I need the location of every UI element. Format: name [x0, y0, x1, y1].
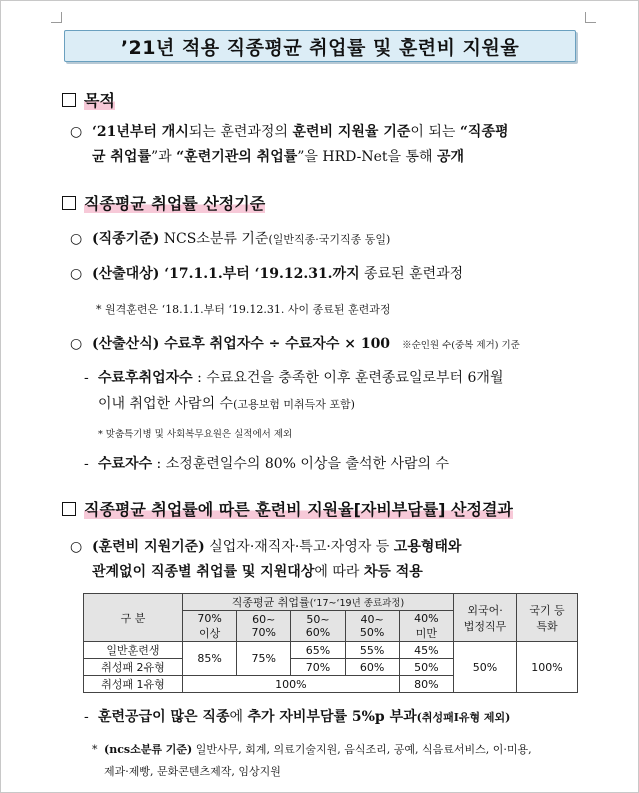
definition-completers: - 수료자수 : 소정훈련일수의 80% 이상을 출석한 사람의 수 [84, 456, 450, 472]
table-row-label: 취성패 1유형 [84, 676, 183, 693]
table-band-header: 40% 미만 [399, 611, 453, 642]
dash-bullet: - [84, 456, 89, 472]
table-cell: 65% [291, 642, 345, 659]
table-band-header: 50~ 60% [291, 611, 345, 642]
asterisk-marker: * [92, 743, 98, 756]
section-heading-text: 직종평균 취업률에 따른 훈련비 지원율[자비부담률] 산정결과 [84, 500, 513, 519]
circle-bullet-icon: ○ [70, 336, 83, 352]
circle-bullet-icon: ○ [70, 539, 83, 555]
table-cell: 100% [517, 642, 578, 693]
support-rate-table [83, 593, 578, 693]
table-band-header: 60~ 70% [237, 611, 291, 642]
table-header-group: 직종평균 취업률(‘17~‘19년 종료과정) [183, 594, 454, 611]
table-cell: 50% [399, 659, 453, 676]
margin-corner-mark [51, 12, 62, 23]
checkbox-square-icon [62, 502, 76, 516]
definition-employed: - 수료후취업자수 : 수료요건을 충족한 이후 훈련종료일로부터 6개월 [84, 370, 504, 386]
footnote-line-2: 제과·제빵, 문화콘텐츠제작, 임상지원 [104, 765, 281, 778]
definition-employed-exclusion: * 맞춤특기병 및 사회복무요원은 실적에서 제외 [98, 429, 293, 440]
additional-burden-line: - 훈련공급이 많은 직종에 추가 자비부담률 5%p 부과(취성패Ⅰ유형 제외) [84, 709, 511, 725]
table-cell: 80% [399, 676, 453, 693]
dash-bullet: - [84, 709, 89, 725]
table-header-national: 국기 등 특화 [517, 594, 578, 642]
table-cell: 55% [345, 642, 399, 659]
footnote-line-1: * (ncs소분류 기준) 일반사무, 회계, 의료기술지원, 음식조리, 공예, 식음료서비스, 이·미용, [92, 740, 532, 760]
table-cell: 60% [345, 659, 399, 676]
table-cell: 70% [291, 659, 345, 676]
section-heading-results [62, 497, 513, 520]
section-heading-criteria [62, 191, 265, 214]
table-cell: 50% [454, 642, 517, 693]
table-cell: 75% [237, 642, 291, 676]
criteria-item-job: ○ (직종기준) NCS소분류 기준(일반직종·국기직종 동일) [70, 231, 391, 247]
table-row-label: 취성패 2유형 [84, 659, 183, 676]
definition-employed-line-2: 이내 취업한 사람의 수(고용보험 미취득자 포함) [98, 396, 355, 412]
table-band-header: 70% 이상 [183, 611, 237, 642]
table-row [84, 642, 578, 659]
circle-bullet-icon: ○ [70, 124, 83, 140]
table-cell: 45% [399, 642, 453, 659]
checkbox-square-icon [62, 196, 76, 210]
table-cell: 100% [183, 676, 400, 693]
section-heading-text: 직종평균 취업률 산정기준 [84, 194, 266, 213]
checkbox-square-icon [62, 93, 76, 107]
circle-bullet-icon: ○ [70, 266, 83, 282]
results-intro-line-2: 관계없이 직종별 취업률 및 지원대상에 따라 차등 적용 [92, 564, 423, 580]
table-band-header: 40~ 50% [345, 611, 399, 642]
document-title: ’21년 적용 직종평균 취업률 및 훈련비 지원율 [64, 30, 576, 62]
table-cell: 85% [183, 642, 237, 676]
purpose-line-1: ○ ‘21년부터 개시되는 훈련과정의 훈련비 지원율 기준이 되는 “직종평 [70, 124, 509, 140]
section-heading-purpose [62, 88, 115, 111]
criteria-note-remote: * 원격훈련은 ‘18.1.1.부터 ‘19.12.31. 사이 종료된 훈련과정 [96, 303, 391, 316]
results-intro-line-1: ○ (훈련비 지원기준) 실업자·재직자·특고·자영자 등 고용형태와 [70, 539, 462, 555]
table-header-category: 구 분 [84, 594, 183, 642]
criteria-item-formula: ○ (산출산식) 수료후 취업자수 ÷ 수료자수 × 100 ※순인원 수(중복 제거) 기준 [70, 336, 520, 352]
purpose-line-2: 균 취업률”과 “훈련기관의 취업률”을 HRD-Net을 통해 공개 [92, 149, 465, 165]
margin-corner-mark [585, 12, 596, 23]
dash-bullet: - [84, 370, 89, 386]
table-row-label: 일반훈련생 [84, 642, 183, 659]
table-header-foreign-language: 외국어· 법정직무 [454, 594, 517, 642]
criteria-item-target: ○ (산출대상) ‘17.1.1.부터 ‘19.12.31.까지 종료된 훈련과정 [70, 266, 464, 282]
circle-bullet-icon: ○ [70, 231, 83, 247]
section-heading-text: 목적 [84, 91, 115, 110]
